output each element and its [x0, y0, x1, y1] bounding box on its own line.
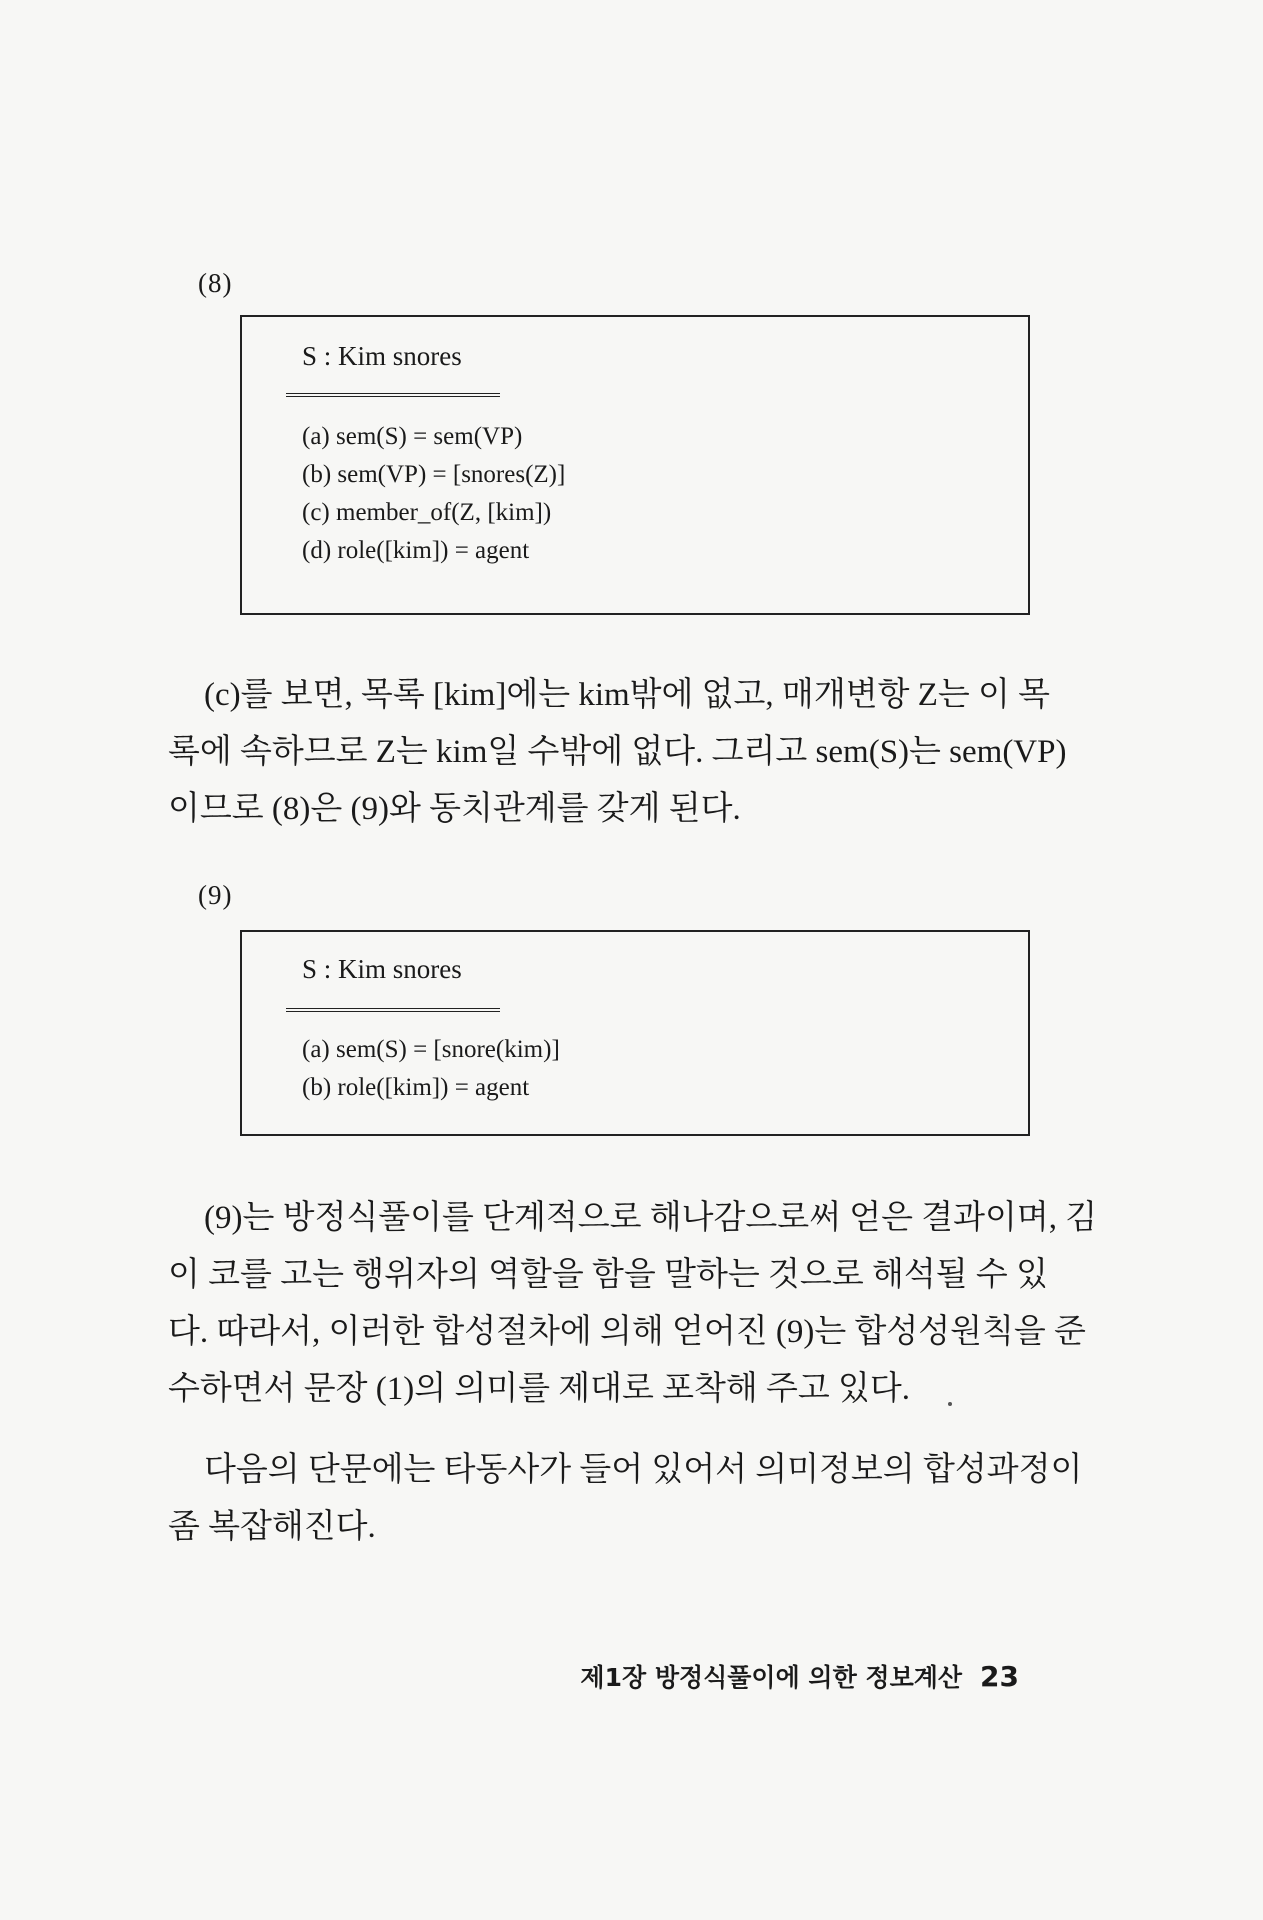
page-footer [580, 1658, 1019, 1694]
example-8-line-c: (c) member_of(Z, [kim]) [302, 499, 552, 526]
example-9-label: (9) [198, 880, 233, 910]
example-8-line-d: (d) role([kim]) = agent [302, 537, 530, 564]
example-9-box [240, 930, 1030, 1136]
paragraph-3-line: 좀 복잡해진다. [168, 1509, 376, 1545]
paragraph-2-line: 다. 따라서, 이러한 합성절차에 의해 얻어진 (9)는 합성성원칙을 준 [168, 1314, 1086, 1350]
paragraph-1 [168, 667, 1067, 838]
paragraph-2 [168, 1190, 1098, 1418]
example-9-double-rule [286, 1008, 500, 1012]
scan-speck [948, 1402, 952, 1406]
example-9-line-a: (a) sem(S) = [snore(kim)] [302, 1036, 560, 1063]
paragraph-3-line: 다음의 단문에는 타동사가 들어 있어서 의미정보의 합성과정이 [204, 1452, 1083, 1488]
paragraph-2-line: (9)는 방정식풀이를 단계적으로 해나감으로써 얻은 결과이며, 김 [204, 1200, 1098, 1236]
example-9-line-b: (b) role([kim]) = agent [302, 1074, 530, 1101]
paragraph-1-line: (c)를 보면, 목록 [kim]에는 kim밖에 없고, 매개변항 Z는 이 목 [204, 677, 1050, 713]
running-title: 제1장 방정식풀이에 의한 정보계산 [580, 1663, 963, 1692]
example-8-title: S : Kim snores [302, 341, 462, 371]
paragraph-3 [168, 1442, 1083, 1556]
paragraph-2-line: 이 코를 고는 행위자의 역할을 함을 말하는 것으로 해석될 수 있 [168, 1257, 1048, 1293]
example-8-line-a: (a) sem(S) = sem(VP) [302, 423, 523, 450]
example-8-label: (8) [198, 268, 233, 298]
paragraph-1-line: 록에 속하므로 Z는 kim일 수밖에 없다. 그리고 sem(S)는 sem(VP) [168, 734, 1067, 770]
example-8-double-rule [286, 393, 500, 397]
paragraph-2-line: 수하면서 문장 (1)의 의미를 제대로 포착해 주고 있다. [168, 1371, 911, 1407]
example-9-title: S : Kim snores [302, 954, 462, 984]
paragraph-1-line: 이므로 (8)은 (9)와 동치관계를 갖게 된다. [168, 791, 741, 827]
page-number: 23 [980, 1660, 1019, 1693]
example-8-box [240, 315, 1030, 615]
example-8-line-b: (b) sem(VP) = [snores(Z)] [302, 461, 566, 488]
